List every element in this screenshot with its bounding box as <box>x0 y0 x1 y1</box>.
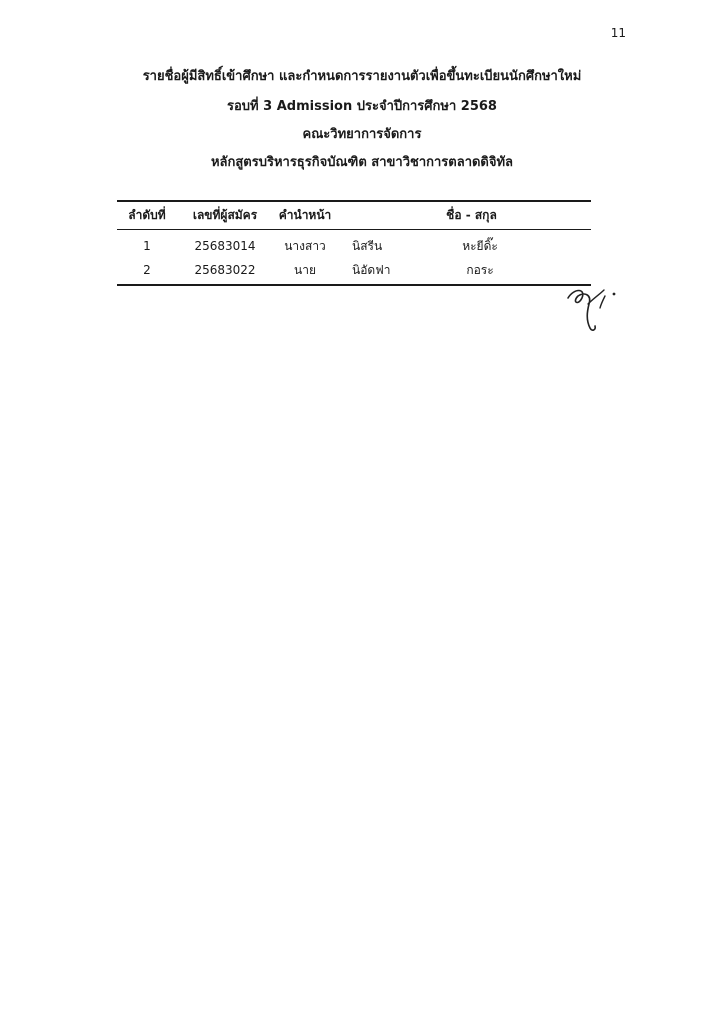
admission-round: รอบที่ 3 Admission ประจำปีการศึกษา 2568 <box>227 99 497 114</box>
row-no: 1 <box>143 239 151 253</box>
program-name: หลักสูตรบริหารธุรกิจบัณฑิต สาขาวิชาการตลาดดิจิทัล <box>210 155 514 170</box>
row-prefix: นาย <box>294 263 316 277</box>
table-bottom-rule <box>117 284 591 286</box>
faculty-name: คณะวิทยาการจัดการ <box>302 127 422 142</box>
table-top-rule <box>117 200 591 202</box>
handwritten-signature-icon <box>562 282 622 342</box>
column-header-no: ลำดับที่ <box>128 208 166 222</box>
row-first-name: นิสรีน <box>352 239 383 253</box>
row-no: 2 <box>143 263 151 277</box>
table-header-rule <box>117 229 591 230</box>
row-applicant-id: 25683014 <box>194 239 256 253</box>
page-number: 11 <box>610 26 626 40</box>
row-first-name: นิอัดฟา <box>352 263 391 277</box>
document-title: รายชื่อผู้มีสิทธิ์เข้าศึกษา และกำหนดการรายงานตัวเพื่อขึ้นทะเบียนนักศึกษาใหม่ <box>142 69 582 84</box>
row-last-name: หะยีดิ๊ะ <box>462 239 498 253</box>
row-last-name: กอระ <box>466 263 494 277</box>
row-prefix: นางสาว <box>284 239 326 253</box>
column-header-prefix: คำนำหน้า <box>278 208 332 222</box>
column-header-full-name: ชื่อ - สกุล <box>446 208 497 222</box>
row-applicant-id: 25683022 <box>194 263 256 277</box>
column-header-applicant-id: เลขที่ผู้สมัคร <box>192 208 258 222</box>
